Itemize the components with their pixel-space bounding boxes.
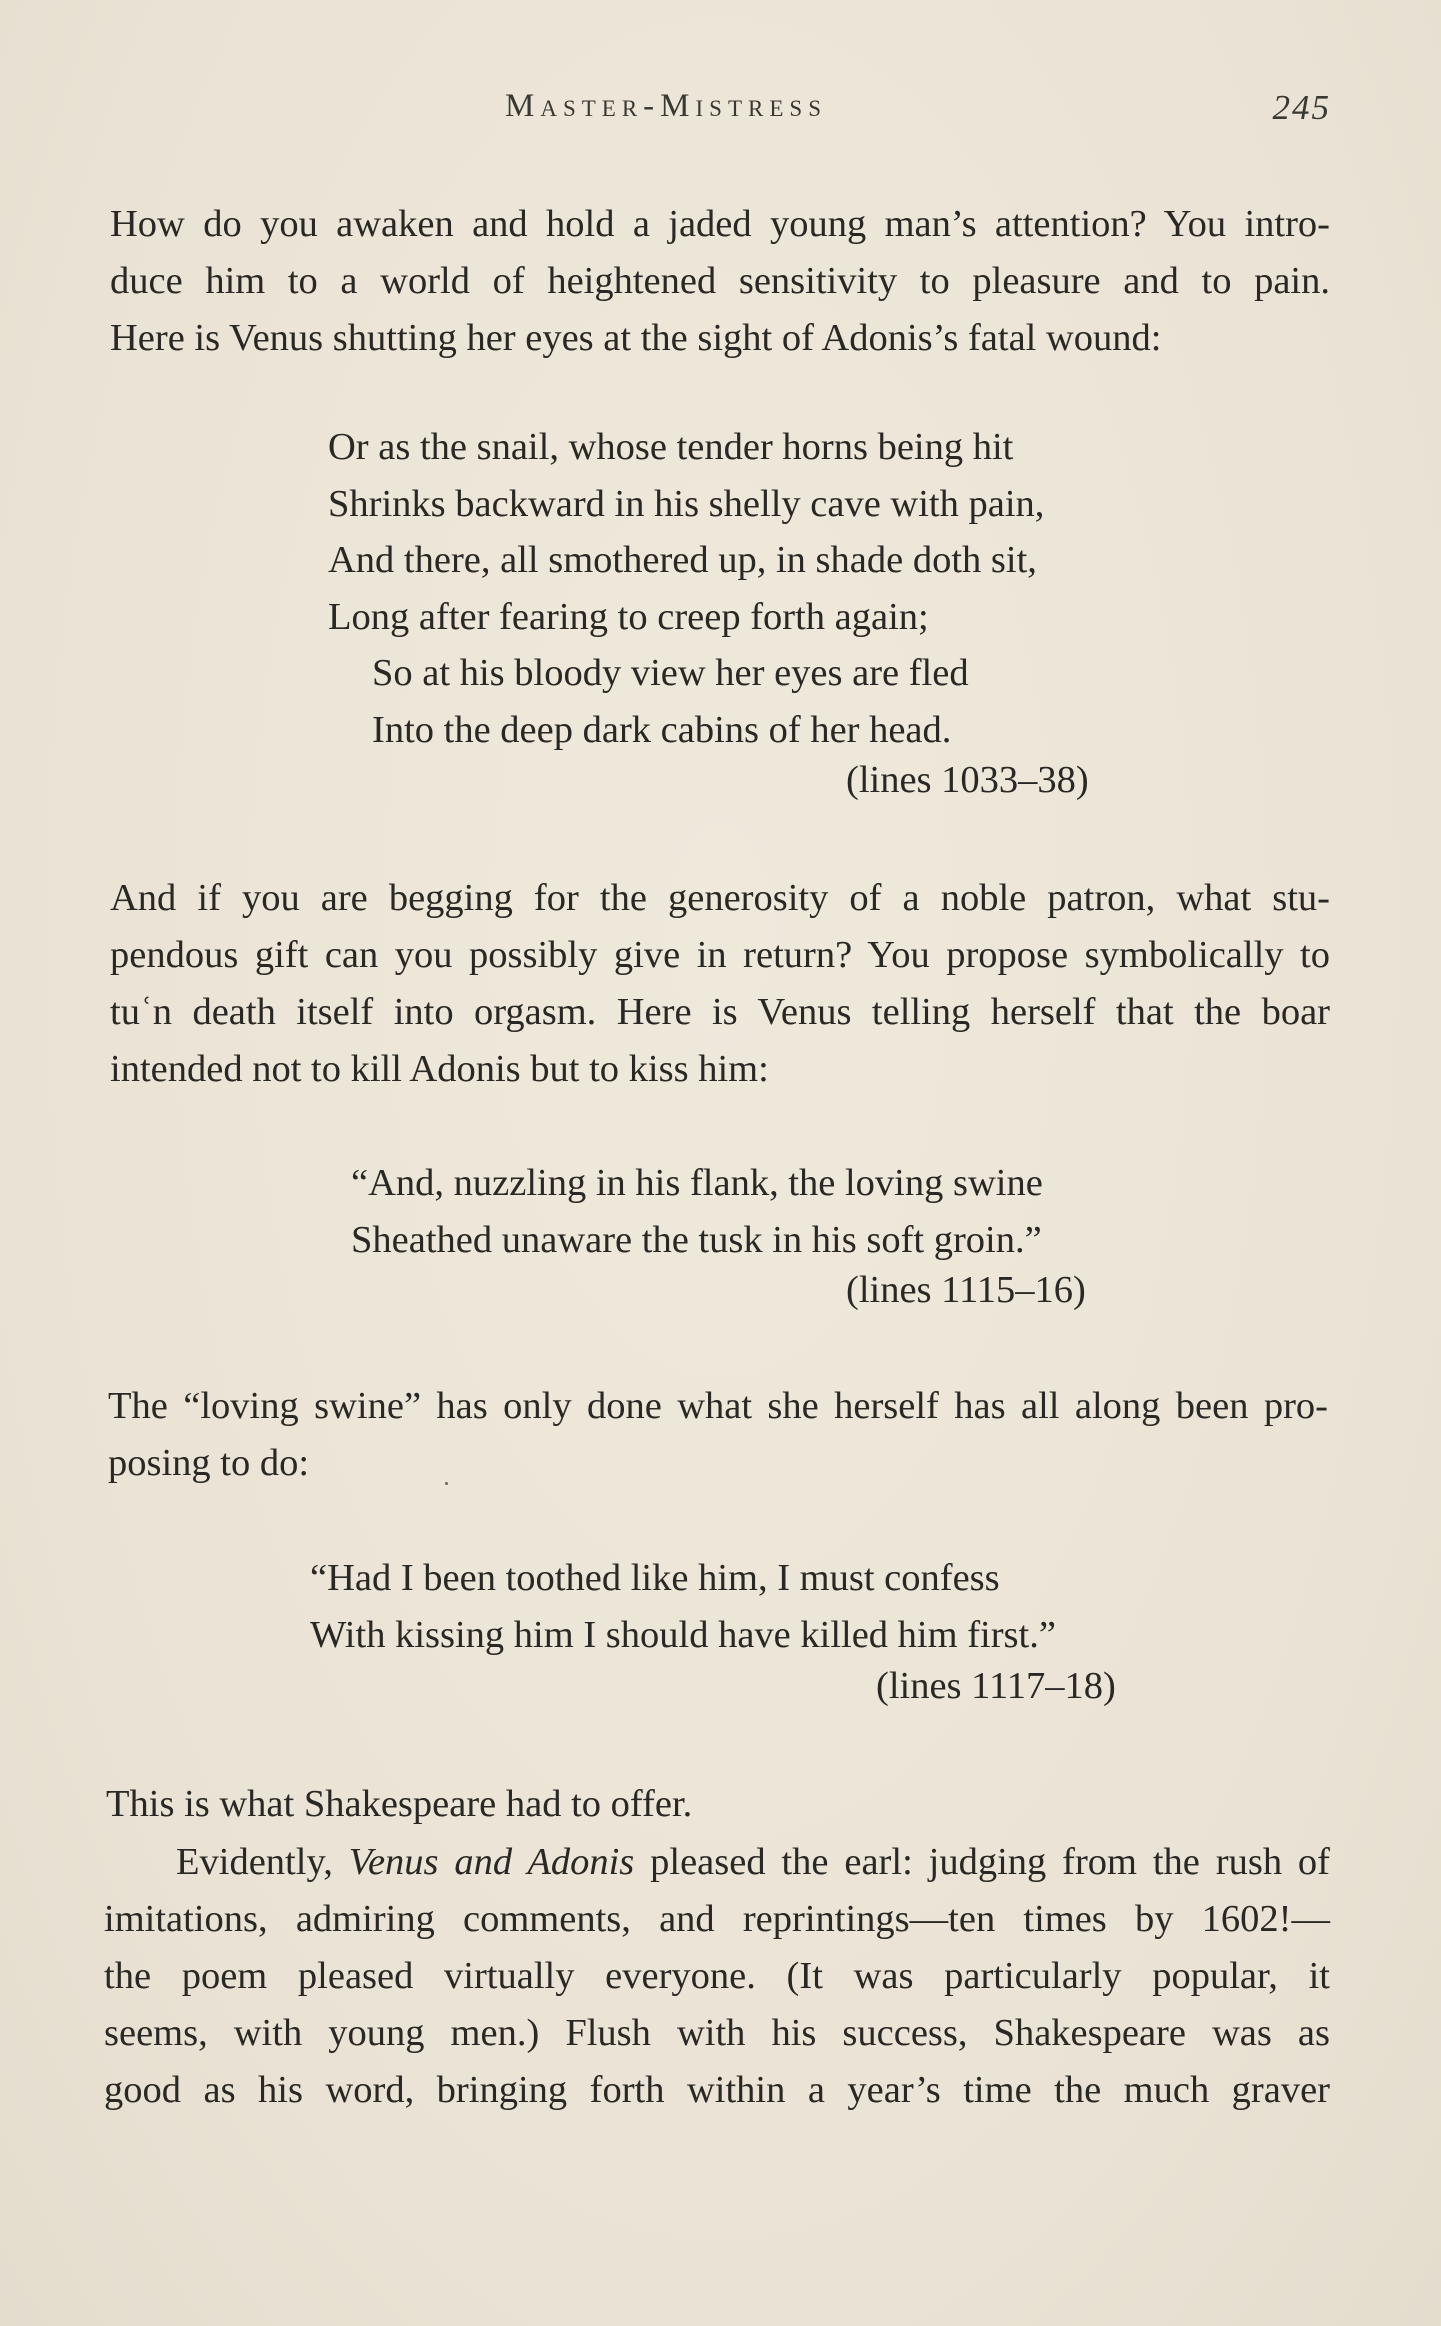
paragraph-evidently <box>104 1834 1330 2119</box>
verse-line: Shrinks backward in his shelly cave with pain, <box>328 482 1045 525</box>
work-title: Venus and Adonis <box>348 1841 635 1883</box>
paragraph-intro <box>110 196 1330 367</box>
text-line: good as his word, bringing forth within a year’s time the much graver <box>104 2069 1330 2111</box>
paragraph-offer <box>106 1776 1326 1833</box>
verse-quote-1 <box>328 419 1044 758</box>
text-run: pleased the earl: judging from the rush of <box>634 1841 1331 1883</box>
text-line: And if you are begging for the generosity of a noble patron, what stu- <box>110 877 1330 919</box>
text-line: How do you awaken and hold a jaded young man’s attention? You intro- <box>110 203 1330 245</box>
text-line: imitations, admiring comments, and reprintings—ten times by 1602!— <box>104 1898 1330 1940</box>
text-line <box>104 1834 1330 1891</box>
text-line: posing to do: <box>108 1442 310 1484</box>
text-line: tuʿn death itself into orgasm. Here is Venus telling herself that the boar <box>110 991 1330 1033</box>
text-run: Evidently, <box>176 1841 349 1883</box>
verse-line: And there, all smothered up, in shade doth sit, <box>328 539 1037 581</box>
page-number: 245 <box>1272 88 1331 127</box>
text-line: the poem pleased virtually everyone. (It was particularly popular, it <box>104 1955 1330 1997</box>
verse-quote-2 <box>351 1155 1043 1268</box>
citation: (lines 1033–38) <box>846 759 1089 801</box>
verse-line: “Had I been toothed like him, I must confess <box>310 1557 1000 1599</box>
paragraph-swine <box>108 1378 1328 1492</box>
verse-line: “And, nuzzling in his flank, the loving swine <box>351 1162 1043 1204</box>
text-line: pendous gift can you possibly give in return? You propose symbolically to <box>110 934 1330 976</box>
text-line: Here is Venus shutting her eyes at the sight of Adonis’s fatal wound: <box>110 317 1162 359</box>
text-line: seems, with young men.) Flush with his success, Shakespeare was as <box>104 2012 1330 2054</box>
verse-line: Sheathed unaware the tusk in his soft groin.” <box>351 1218 1042 1261</box>
ink-speck <box>445 1482 448 1485</box>
verse-line: Long after fearing to creep forth again; <box>328 595 929 638</box>
verse-line: Or as the snail, whose tender horns being hit <box>328 426 1014 468</box>
text-line: intended not to kill Adonis but to kiss him: <box>110 1048 769 1090</box>
paragraph-patron <box>110 870 1330 1098</box>
citation: (lines 1117–18) <box>876 1665 1116 1707</box>
verse-line: With kissing him I should have killed him first.” <box>310 1613 1056 1656</box>
running-head: Master-Mistress <box>505 88 827 124</box>
verse-line: So at his bloody view her eyes are fled <box>372 652 969 694</box>
verse-quote-3 <box>310 1550 1056 1663</box>
citation: (lines 1115–16) <box>846 1269 1086 1311</box>
verse-line: Into the deep dark cabins of her head. <box>372 708 952 751</box>
text-line: This is what Shakespeare had to offer. <box>106 1783 693 1825</box>
text-line: The “loving swine” has only done what she herself has all along been pro- <box>108 1385 1328 1427</box>
text-line: duce him to a world of heightened sensitivity to pleasure and to pain. <box>110 260 1330 302</box>
